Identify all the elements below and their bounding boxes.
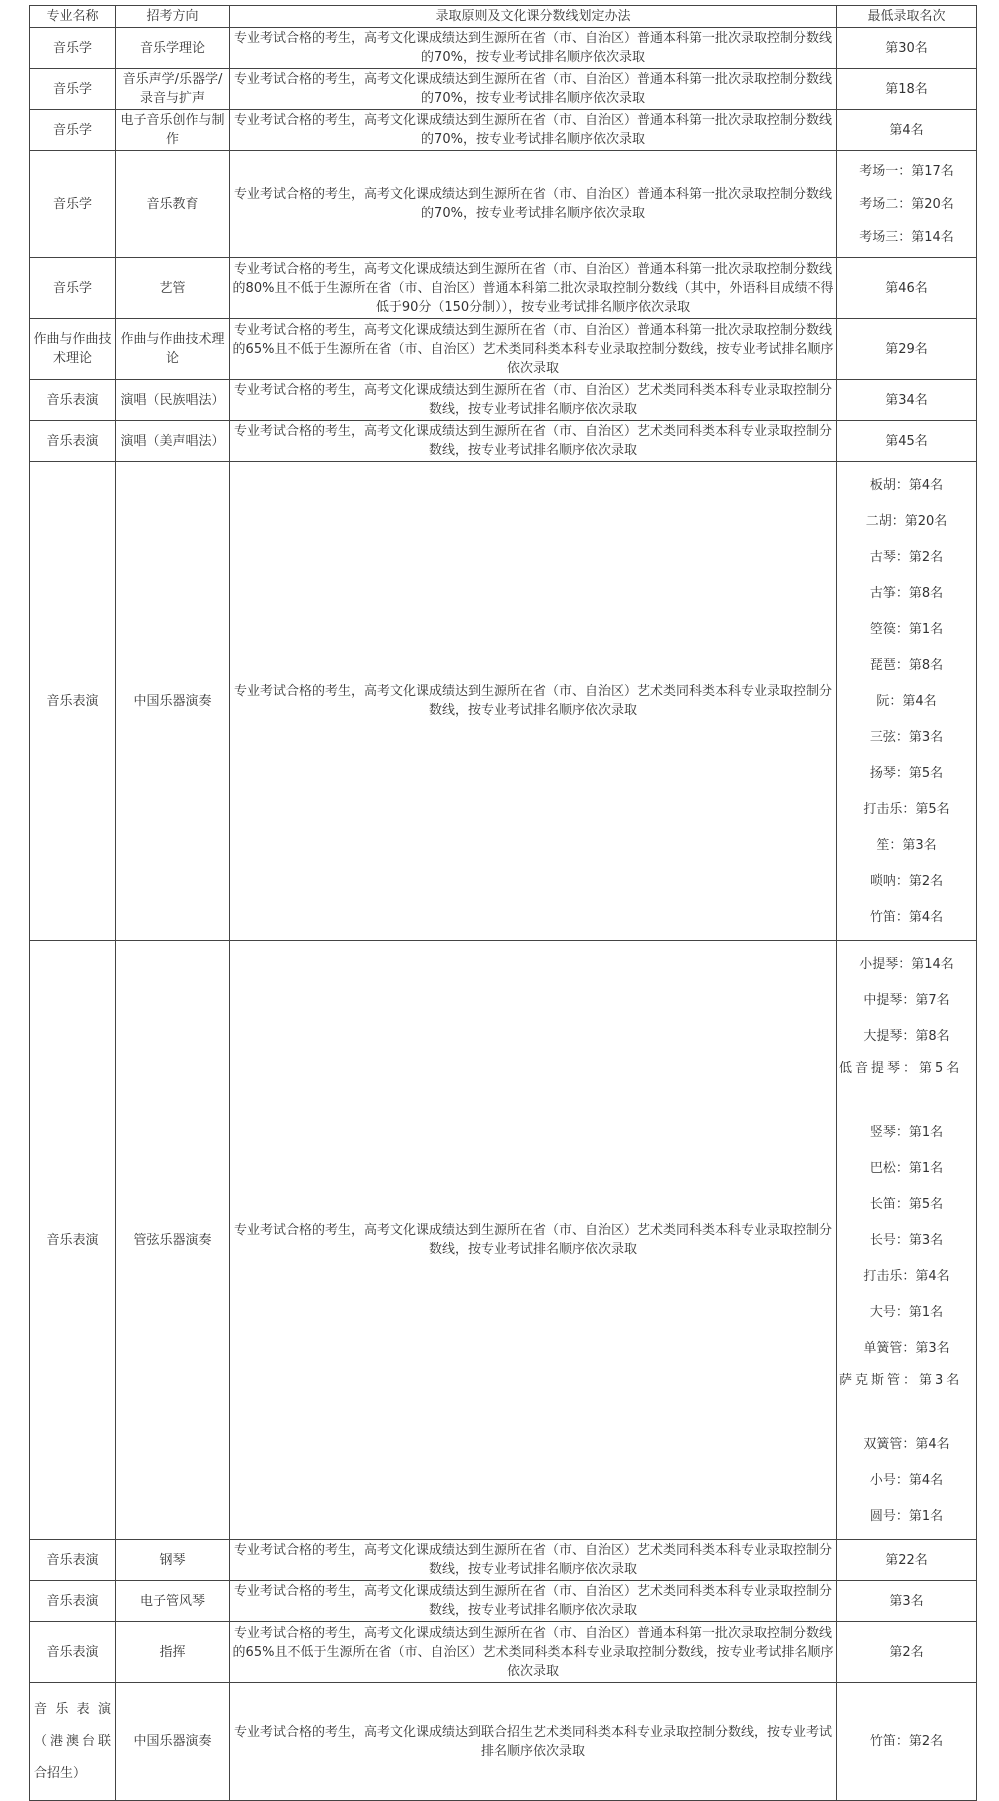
table-row bbox=[30, 110, 977, 151]
table-row bbox=[30, 1683, 977, 1801]
rank-item: 三弦：第3名 bbox=[869, 730, 944, 745]
table-row bbox=[30, 380, 977, 421]
cell-rank: 竹笛：第2名 bbox=[837, 1683, 977, 1801]
cell-rule: 专业考试合格的考生，高考文化课成绩达到生源所在省（市、自治区）普通本科第一批次录取控制分数线的70%，按专业考试排名顺序依次录取 bbox=[230, 110, 837, 151]
cell-direction: 电子音乐创作与制作 bbox=[116, 110, 230, 151]
cell-major: 音乐学 bbox=[30, 151, 116, 258]
cell-rank: 第46名 bbox=[837, 258, 977, 319]
rank-item: 圆号：第1名 bbox=[869, 1509, 944, 1524]
rank-item: 长号：第3名 bbox=[869, 1233, 944, 1248]
header-direction: 招考方向 bbox=[116, 6, 230, 28]
cell-direction: 中国乐器演奏 bbox=[116, 1683, 230, 1801]
rank-item: 笙：第3名 bbox=[876, 838, 937, 853]
rank-item: 古琴：第2名 bbox=[869, 550, 944, 565]
cell-major: 音乐学 bbox=[30, 110, 116, 151]
cell-rule: 专业考试合格的考生，高考文化课成绩达到生源所在省（市、自治区）艺术类同科类本科专业录取控制分数线，按专业考试排名顺序依次录取 bbox=[230, 941, 837, 1540]
table-row bbox=[30, 1581, 977, 1622]
cell-major: 音乐表演 bbox=[30, 421, 116, 462]
table-row bbox=[30, 941, 977, 1540]
cell-rule: 专业考试合格的考生，高考文化课成绩达到生源所在省（市、自治区）艺术类同科类本科专业录取控制分数线，按专业考试排名顺序依次录取 bbox=[230, 380, 837, 421]
rank-item: 板胡：第4名 bbox=[869, 478, 944, 493]
header-major: 专业名称 bbox=[30, 6, 116, 28]
cell-rule: 专业考试合格的考生，高考文化课成绩达到生源所在省（市、自治区）普通本科第一批次录取控制分数线的70%，按专业考试排名顺序依次录取 bbox=[230, 28, 837, 69]
rank-item: 打击乐：第4名 bbox=[863, 1269, 950, 1284]
admission-table bbox=[29, 5, 977, 1801]
cell-rule: 专业考试合格的考生，高考文化课成绩达到生源所在省（市、自治区）艺术类同科类本科专业录取控制分数线，按专业考试排名顺序依次录取 bbox=[230, 462, 837, 941]
rank-item: 大号：第1名 bbox=[869, 1305, 944, 1320]
rank-item: 巴松：第1名 bbox=[869, 1161, 944, 1176]
cell-direction: 电子管风琴 bbox=[116, 1581, 230, 1622]
table-row bbox=[30, 258, 977, 319]
rank-item: 双簧管：第4名 bbox=[863, 1437, 950, 1452]
rank-item: 考场二：第20名 bbox=[859, 197, 954, 212]
rank-item: 琵琶：第8名 bbox=[869, 658, 944, 673]
table-row bbox=[30, 421, 977, 462]
cell-direction: 钢琴 bbox=[116, 1540, 230, 1581]
cell-rank: 第2名 bbox=[837, 1622, 977, 1683]
cell-rule: 专业考试合格的考生，高考文化课成绩达到生源所在省（市、自治区）艺术类同科类本科专业录取控制分数线，按专业考试排名顺序依次录取 bbox=[230, 1581, 837, 1622]
table-row bbox=[30, 1540, 977, 1581]
cell-rule: 专业考试合格的考生，高考文化课成绩达到生源所在省（市、自治区）普通本科第一批次录取控制分数线的65%且不低于生源所在省（市、自治区）艺术类同科类本科专业录取控制分数线，按专业考试排名顺序依次录取 bbox=[230, 1622, 837, 1683]
rank-item: 扬琴：第5名 bbox=[869, 766, 944, 781]
cell-rank-list bbox=[837, 941, 977, 1540]
cell-rank: 第45名 bbox=[837, 421, 977, 462]
rank-item: 大提琴：第8名 bbox=[863, 1029, 950, 1044]
cell-major: 音乐表演 bbox=[30, 1622, 116, 1683]
rank-item: 箜篌：第1名 bbox=[869, 622, 944, 637]
cell-major: 音乐学 bbox=[30, 28, 116, 69]
cell-direction: 艺管 bbox=[116, 258, 230, 319]
cell-rule: 专业考试合格的考生，高考文化课成绩达到联合招生艺术类同科类本科专业录取控制分数线，按专业考试排名顺序依次录取 bbox=[230, 1683, 837, 1801]
cell-rule: 专业考试合格的考生，高考文化课成绩达到生源所在省（市、自治区）艺术类同科类本科专业录取控制分数线，按专业考试排名顺序依次录取 bbox=[230, 1540, 837, 1581]
table-header-row bbox=[30, 6, 977, 28]
cell-rank: 第4名 bbox=[837, 110, 977, 151]
cell-rank: 第29名 bbox=[837, 319, 977, 380]
cell-major: 音乐表演 bbox=[30, 941, 116, 1540]
table-row bbox=[30, 69, 977, 110]
rank-item: 考场一：第17名 bbox=[859, 164, 954, 179]
cell-direction: 管弦乐器演奏 bbox=[116, 941, 230, 1540]
rank-item: 单簧管：第3名 bbox=[863, 1341, 950, 1356]
rank-item: 中提琴：第7名 bbox=[863, 993, 950, 1008]
cell-major: 音乐学 bbox=[30, 69, 116, 110]
rank-item: 长笛：第5名 bbox=[869, 1197, 944, 1212]
cell-rank-list bbox=[837, 462, 977, 941]
rank-item: 打击乐：第5名 bbox=[863, 802, 950, 817]
table-row bbox=[30, 151, 977, 258]
rank-item: 小号：第4名 bbox=[869, 1473, 944, 1488]
cell-major: 音乐表演 bbox=[30, 380, 116, 421]
cell-major: 音乐表演（港澳台联合招生） bbox=[30, 1683, 116, 1801]
table-row bbox=[30, 319, 977, 380]
cell-rank-list bbox=[837, 151, 977, 258]
cell-rule: 专业考试合格的考生，高考文化课成绩达到生源所在省（市、自治区）普通本科第一批次录取控制分数线的80%且不低于生源所在省（市、自治区）普通本科第二批次录取控制分数线（其中，外语科目成绩不得低于90分（150分制）），按专业考试排名顺序依次录取 bbox=[230, 258, 837, 319]
cell-direction: 中国乐器演奏 bbox=[116, 462, 230, 941]
header-rule: 录取原则及文化课分数线划定办法 bbox=[230, 6, 837, 28]
header-rank: 最低录取名次 bbox=[837, 6, 977, 28]
cell-major: 作曲与作曲技术理论 bbox=[30, 319, 116, 380]
cell-rank: 第34名 bbox=[837, 380, 977, 421]
cell-direction: 演唱（民族唱法） bbox=[116, 380, 230, 421]
cell-rule: 专业考试合格的考生，高考文化课成绩达到生源所在省（市、自治区）普通本科第一批次录取控制分数线的70%，按专业考试排名顺序依次录取 bbox=[230, 151, 837, 258]
cell-major: 音乐表演 bbox=[30, 1540, 116, 1581]
table-row bbox=[30, 462, 977, 941]
rank-item: 竖琴：第1名 bbox=[869, 1125, 944, 1140]
cell-major: 音乐表演 bbox=[30, 462, 116, 941]
rank-item: 阮：第4名 bbox=[876, 694, 937, 709]
cell-direction: 音乐声学/乐器学/录音与扩声 bbox=[116, 69, 230, 110]
cell-direction: 音乐教育 bbox=[116, 151, 230, 258]
cell-rule: 专业考试合格的考生，高考文化课成绩达到生源所在省（市、自治区）普通本科第一批次录取控制分数线的70%，按专业考试排名顺序依次录取 bbox=[230, 69, 837, 110]
table-row bbox=[30, 1622, 977, 1683]
cell-direction: 演唱（美声唱法） bbox=[116, 421, 230, 462]
cell-major: 音乐学 bbox=[30, 258, 116, 319]
rank-item: 竹笛：第4名 bbox=[869, 910, 944, 925]
cell-direction: 指挥 bbox=[116, 1622, 230, 1683]
cell-rank: 第3名 bbox=[837, 1581, 977, 1622]
cell-direction: 作曲与作曲技术理论 bbox=[116, 319, 230, 380]
rank-item: 萨克斯管：第3名 bbox=[839, 1373, 963, 1388]
rank-item: 小提琴：第14名 bbox=[859, 957, 954, 972]
rank-item: 唢呐：第2名 bbox=[869, 874, 944, 889]
cell-rule: 专业考试合格的考生，高考文化课成绩达到生源所在省（市、自治区）普通本科第一批次录取控制分数线的65%且不低于生源所在省（市、自治区）艺术类同科类本科专业录取控制分数线，按专业考试排名顺序依次录取 bbox=[230, 319, 837, 380]
table-row bbox=[30, 28, 977, 69]
cell-rank: 第30名 bbox=[837, 28, 977, 69]
rank-item: 古筝：第8名 bbox=[869, 586, 944, 601]
cell-rule: 专业考试合格的考生，高考文化课成绩达到生源所在省（市、自治区）艺术类同科类本科专业录取控制分数线，按专业考试排名顺序依次录取 bbox=[230, 421, 837, 462]
cell-direction: 音乐学理论 bbox=[116, 28, 230, 69]
cell-rank: 第18名 bbox=[837, 69, 977, 110]
rank-item: 二胡：第20名 bbox=[865, 514, 948, 529]
cell-rank: 第22名 bbox=[837, 1540, 977, 1581]
rank-item: 考场三：第14名 bbox=[859, 230, 954, 245]
rank-item: 低音提琴：第5名 bbox=[839, 1061, 963, 1076]
cell-major: 音乐表演 bbox=[30, 1581, 116, 1622]
